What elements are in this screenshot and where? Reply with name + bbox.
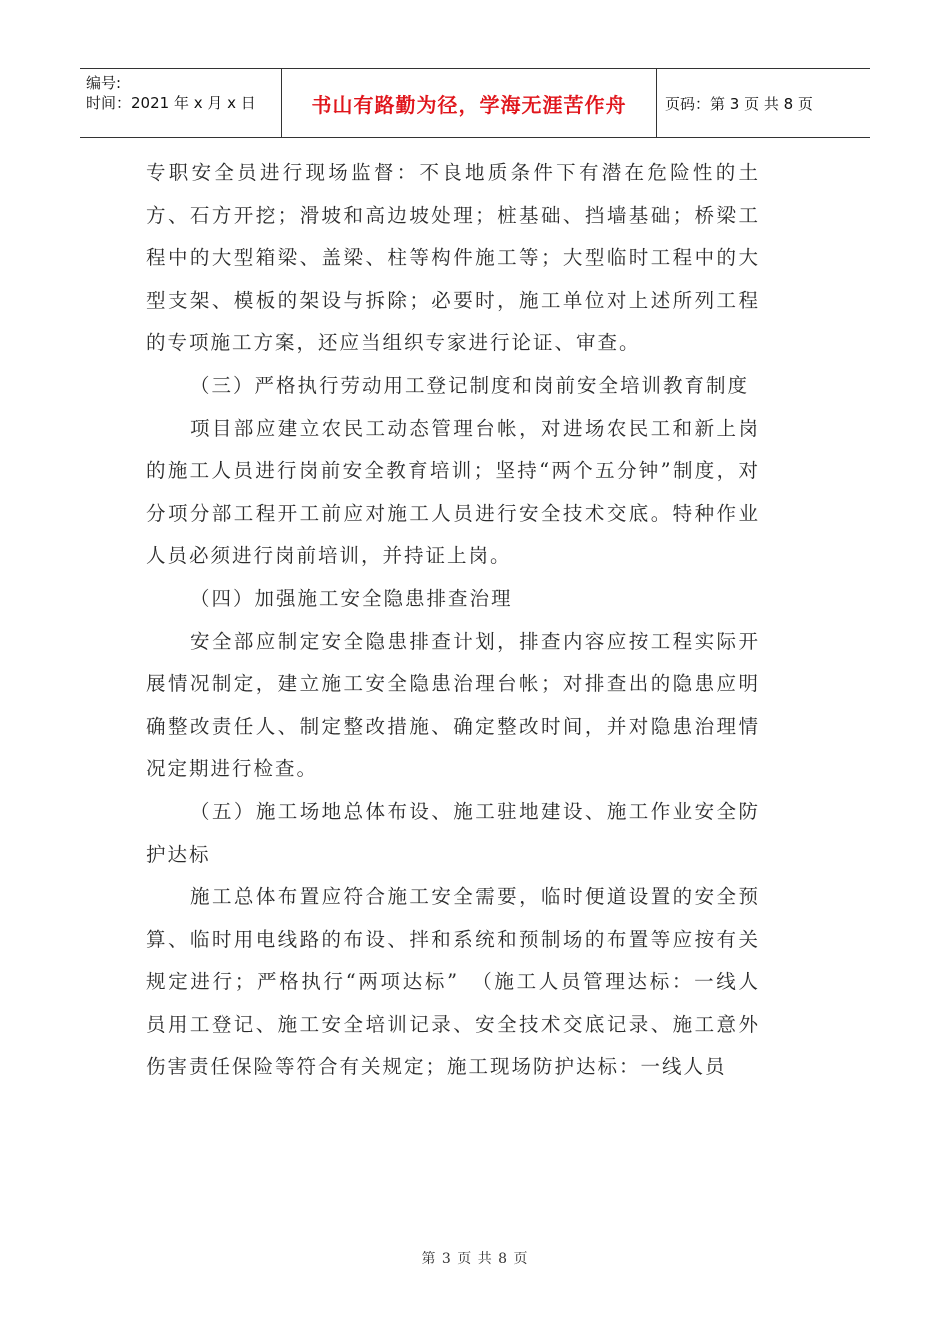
paragraph: 安全部应制定安全隐患排查计划，排查内容应按工程实际开展情况制定，建立施工安全隐患治理台帐；对排查出的隐患应明确整改责任人、制定整改措施、确定整改时间，并对隐患治理情况定期进行检查。	[146, 629, 760, 781]
section-heading: （三）严格执行劳动用工登记制度和岗前安全培训教育制度	[190, 373, 750, 397]
page-header	[80, 68, 870, 138]
document-number-label: 编号:	[86, 74, 122, 92]
paragraph: 专职安全员进行现场监督：不良地质条件下有潜在危险性的土方、石方开挖；滑坡和高边坡处理；桩基础、挡墙基础；桥梁工程中的大型箱梁、盖梁、柱等构件施工等；大型临时工程中的大型支架、模板的架设与拆除；必要时，施工单位对上述所列工程的专项施工方案，还应当组织专家进行论证、审查。	[146, 161, 760, 355]
section-heading: （五）施工场地总体布设、施工驻地建设、施工作业安全防护达标	[146, 799, 760, 866]
page-footer: 第 3 页 共 8 页	[421, 1251, 529, 1267]
section-heading: （四）加强施工安全隐患排查治理	[190, 586, 513, 610]
paragraph: 施工总体布置应符合施工安全需要，临时便道设置的安全预算、临时用电线路的布设、拌和系统和预制场的布置等应按有关规定进行；严格执行“两项达标” （施工人员管理达标：一线人员用工登记、施工安全培训记录、安全技术交底记录、施工意外伤害责任保险等符合有关规定；施工现场防护达标：一线人员	[146, 885, 760, 1079]
header-meta	[80, 69, 282, 137]
document-date: 时间：2021 年 x 月 x 日	[86, 94, 256, 112]
header-motto: 书山有路勤为径，学海无涯苦作舟	[311, 92, 627, 117]
header-page-info: 页码：第 3 页 共 8 页	[665, 94, 813, 113]
paragraph: 项目部应建立农民工动态管理台帐，对进场农民工和新上岗的施工人员进行岗前安全教育培训；坚持“两个五分钟”制度，对分项分部工程开工前应对施工人员进行安全技术交底。特种作业人员必须进行岗前培训，并持证上岗。	[146, 416, 760, 568]
document-body	[146, 152, 760, 1089]
header-motto-cell	[282, 69, 657, 137]
